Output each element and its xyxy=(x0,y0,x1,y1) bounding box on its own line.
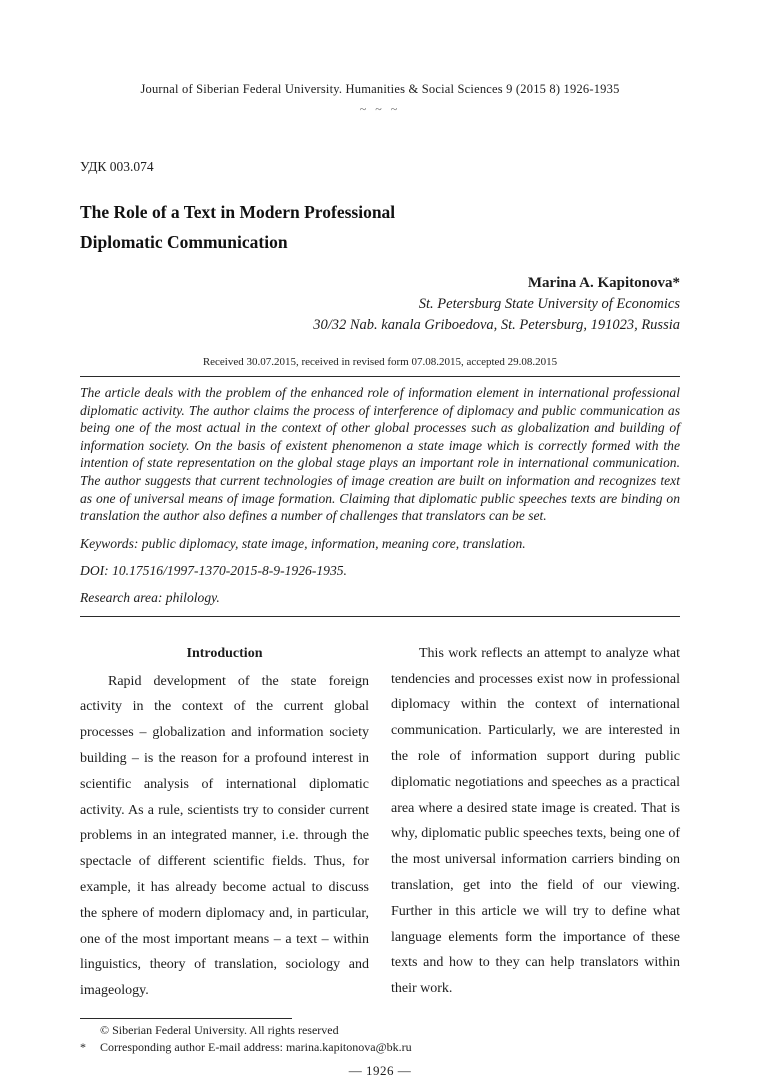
article-title xyxy=(80,197,680,257)
right-column-paragraph: This work reflects an attempt to analyze what tendencies and processes exist now in professional diplomacy within the context of international communication. Particularly, we are interested in the role of information support during public diplomatic negotiations and speeches as a practical area where a desired state image is created. That is why, diplomatic public speeches texts, being one of the most universal information carriers binding on translation, get into the field of our viewing. Further in this article we will try to define what language elements form the importance of these texts and how to they can help translators within their work. xyxy=(391,645,680,997)
journal-header: Journal of Siberian Federal University. Humanities & Social Sciences 9 (2015 8) 1926-1935 xyxy=(140,82,620,96)
article-title-line2: Diplomatic Communication xyxy=(80,232,288,252)
body-columns xyxy=(80,641,680,1004)
left-column xyxy=(80,641,369,1004)
tilde-separator: ~ ~ ~ xyxy=(359,102,401,116)
corresponding-author-note xyxy=(80,1040,680,1055)
author-name: Marina A. Kapitonova* xyxy=(527,275,680,291)
doi-line: DOI: 10.17516/1997-1370-2015-8-9-1926-1935. xyxy=(80,562,347,578)
copyright-notice: © Siberian Federal University. All rights reserved xyxy=(100,1022,339,1037)
affiliation-line1: St. Petersburg State University of Economics xyxy=(418,296,680,312)
abstract-top-rule xyxy=(80,376,680,377)
abstract-bottom-rule xyxy=(80,616,680,617)
affiliation-line2: 30/32 Nab. kanala Griboedova, St. Petersburg, 191023, Russia xyxy=(313,317,680,333)
right-column xyxy=(391,641,680,1004)
research-area-line: Research area: philology. xyxy=(80,589,220,605)
keywords-line: Keywords: public diplomacy, state image, information, meaning core, translation. xyxy=(80,535,526,551)
page-number: — 1926 — xyxy=(348,1062,412,1078)
left-column-paragraph: Rapid development of the state foreign activity in the context of the current global processes – globalization and information society building – is the reason for a profound interest in scientific analysis of international diplomatic activity. As a rule, scientists try to consider current problems in an integrated manner, i.e. through the spectacle of different scientific fields. Thus, for example, it has already become actual to discuss the sphere of modern diplomacy and, in particular, one of the most important means – a text – within linguistics, theory of translation, sociology and imageology. xyxy=(80,673,369,999)
udk-code: УДК 003.074 xyxy=(80,159,154,174)
received-dates: Received 30.07.2015, received in revised form 07.08.2015, accepted 29.08.2015 xyxy=(202,356,558,368)
corresponding-author-text: Corresponding author E-mail address: marina.kapitonova@bk.ru xyxy=(100,1039,412,1054)
article-title-line1: The Role of a Text in Modern Professional xyxy=(80,202,396,222)
footnote-asterisk: * xyxy=(80,1039,86,1054)
introduction-heading: Introduction xyxy=(186,645,263,661)
abstract-text: The article deals with the problem of the enhanced role of information element in international professional diplomatic activity. The author claims the process of interference of diplomacy and public communication as being one of the most actual in the context of other global processes such as globalization and building of information society. On the basis of existent phenomenon a state image which is correctly formed with the intention of state representation on the global stage plays an important role in international communication. The author suggests that current technologies of image creation are built on information and recognizes text as one of universal means of image formation. Claiming that diplomatic public speeches texts are binding on translation the author also defines a number of challenges that translators can be set. xyxy=(80,385,680,524)
footnote-rule xyxy=(80,1018,292,1019)
author-block xyxy=(80,273,680,336)
